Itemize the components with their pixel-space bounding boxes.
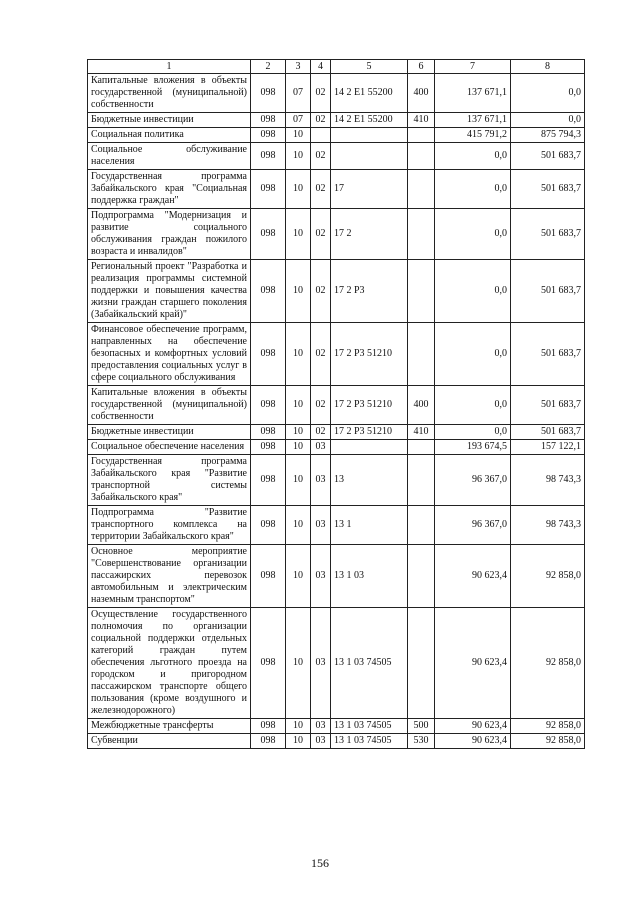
cell-ministry: 098 [251, 425, 286, 440]
cell-target-article: 13 [331, 455, 408, 506]
cell-section: 10 [286, 170, 311, 209]
cell-subsection: 03 [311, 455, 331, 506]
cell-section: 10 [286, 260, 311, 323]
cell-section: 07 [286, 113, 311, 128]
row-name: Межбюджетные трансферты [88, 719, 251, 734]
budget-table [87, 59, 585, 749]
cell-target-article: 13 1 03 74505 [331, 608, 408, 719]
cell-subsection: 02 [311, 74, 331, 113]
cell-target-article: 13 1 03 [331, 545, 408, 608]
table-row [88, 128, 585, 143]
cell-expense-type [408, 170, 435, 209]
cell-amount-2: 501 683,7 [511, 323, 585, 386]
cell-section: 10 [286, 209, 311, 260]
cell-amount-1: 0,0 [435, 170, 511, 209]
cell-expense-type: 410 [408, 113, 435, 128]
row-name: Государственная программа Забайкальского края "Социальная поддержка граждан" [88, 170, 251, 209]
cell-target-article: 14 2 E1 55200 [331, 113, 408, 128]
cell-subsection: 02 [311, 143, 331, 170]
cell-ministry: 098 [251, 209, 286, 260]
cell-expense-type [408, 209, 435, 260]
cell-expense-type [408, 128, 435, 143]
row-name: Бюджетные инвестиции [88, 113, 251, 128]
cell-target-article [331, 440, 408, 455]
table-row [88, 734, 585, 749]
cell-amount-2: 92 858,0 [511, 734, 585, 749]
table-row [88, 260, 585, 323]
cell-ministry: 098 [251, 143, 286, 170]
cell-subsection: 03 [311, 506, 331, 545]
cell-section: 10 [286, 386, 311, 425]
cell-section: 10 [286, 455, 311, 506]
cell-section: 10 [286, 143, 311, 170]
cell-ministry: 098 [251, 323, 286, 386]
row-name: Капитальные вложения в объекты государственной (муниципальной) собственности [88, 74, 251, 113]
cell-ministry: 098 [251, 260, 286, 323]
cell-subsection: 03 [311, 440, 331, 455]
cell-amount-1: 0,0 [435, 209, 511, 260]
cell-amount-1: 137 671,1 [435, 113, 511, 128]
cell-expense-type [408, 455, 435, 506]
cell-amount-2: 0,0 [511, 74, 585, 113]
cell-amount-1: 0,0 [435, 143, 511, 170]
row-name: Социальная политика [88, 128, 251, 143]
table-row [88, 545, 585, 608]
table-row [88, 425, 585, 440]
cell-target-article: 17 2 [331, 209, 408, 260]
cell-subsection: 03 [311, 545, 331, 608]
row-name: Региональный проект "Разработка и реализация программы системной поддержки и повышения качества жизни граждан старшего поколения (Забайкальский край)" [88, 260, 251, 323]
table-row [88, 506, 585, 545]
cell-ministry: 098 [251, 74, 286, 113]
row-name: Социальное обслуживание населения [88, 143, 251, 170]
cell-subsection: 03 [311, 608, 331, 719]
cell-amount-1: 90 623,4 [435, 734, 511, 749]
cell-target-article [331, 143, 408, 170]
col-header: 6 [408, 60, 435, 74]
cell-amount-1: 90 623,4 [435, 719, 511, 734]
cell-subsection: 02 [311, 425, 331, 440]
cell-amount-2: 98 743,3 [511, 506, 585, 545]
table-row [88, 455, 585, 506]
cell-target-article: 13 1 03 74505 [331, 719, 408, 734]
cell-ministry: 098 [251, 386, 286, 425]
cell-subsection: 02 [311, 260, 331, 323]
cell-section: 10 [286, 545, 311, 608]
cell-subsection: 02 [311, 323, 331, 386]
cell-expense-type [408, 143, 435, 170]
table-row [88, 608, 585, 719]
cell-amount-2: 501 683,7 [511, 143, 585, 170]
cell-amount-1: 193 674,5 [435, 440, 511, 455]
cell-amount-2: 0,0 [511, 113, 585, 128]
cell-amount-1: 0,0 [435, 386, 511, 425]
cell-target-article: 17 2 P3 51210 [331, 323, 408, 386]
table-row [88, 440, 585, 455]
col-header: 3 [286, 60, 311, 74]
cell-amount-1: 415 791,2 [435, 128, 511, 143]
cell-expense-type: 400 [408, 386, 435, 425]
table-row [88, 170, 585, 209]
cell-subsection: 03 [311, 719, 331, 734]
cell-amount-2: 501 683,7 [511, 425, 585, 440]
table-row [88, 209, 585, 260]
cell-amount-2: 501 683,7 [511, 209, 585, 260]
cell-amount-2: 92 858,0 [511, 545, 585, 608]
row-name: Основное мероприятие "Совершенствование организации пассажирских перевозок автомобильным и электрическим наземным транспортом" [88, 545, 251, 608]
col-header: 2 [251, 60, 286, 74]
row-name: Социальное обеспечение населения [88, 440, 251, 455]
cell-expense-type [408, 260, 435, 323]
page-number: 156 [311, 856, 329, 870]
cell-ministry: 098 [251, 719, 286, 734]
cell-target-article: 14 2 E1 55200 [331, 74, 408, 113]
cell-section: 07 [286, 74, 311, 113]
cell-amount-2: 92 858,0 [511, 608, 585, 719]
cell-target-article: 17 [331, 170, 408, 209]
cell-section: 10 [286, 425, 311, 440]
cell-section: 10 [286, 608, 311, 719]
cell-subsection [311, 128, 331, 143]
col-header: 8 [511, 60, 585, 74]
cell-amount-2: 157 122,1 [511, 440, 585, 455]
cell-expense-type [408, 545, 435, 608]
cell-section: 10 [286, 506, 311, 545]
table-row [88, 719, 585, 734]
cell-ministry: 098 [251, 440, 286, 455]
cell-amount-2: 98 743,3 [511, 455, 585, 506]
cell-target-article: 13 1 03 74505 [331, 734, 408, 749]
col-header: 5 [331, 60, 408, 74]
table-row [88, 323, 585, 386]
col-header: 1 [88, 60, 251, 74]
cell-section: 10 [286, 734, 311, 749]
cell-ministry: 098 [251, 170, 286, 209]
cell-expense-type [408, 608, 435, 719]
cell-subsection: 02 [311, 209, 331, 260]
cell-subsection: 03 [311, 734, 331, 749]
table-row [88, 143, 585, 170]
cell-expense-type: 410 [408, 425, 435, 440]
cell-section: 10 [286, 323, 311, 386]
cell-expense-type [408, 323, 435, 386]
cell-amount-2: 501 683,7 [511, 170, 585, 209]
cell-ministry: 098 [251, 608, 286, 719]
cell-amount-1: 96 367,0 [435, 506, 511, 545]
row-name: Субвенции [88, 734, 251, 749]
cell-subsection: 02 [311, 386, 331, 425]
cell-ministry: 098 [251, 545, 286, 608]
row-name: Бюджетные инвестиции [88, 425, 251, 440]
cell-ministry: 098 [251, 506, 286, 545]
col-header: 7 [435, 60, 511, 74]
cell-ministry: 098 [251, 113, 286, 128]
row-name: Подпрограмма "Развитие транспортного комплекса на территории Забайкальского края" [88, 506, 251, 545]
cell-target-article: 17 2 P3 [331, 260, 408, 323]
cell-expense-type: 500 [408, 719, 435, 734]
cell-target-article: 13 1 [331, 506, 408, 545]
cell-amount-1: 0,0 [435, 425, 511, 440]
cell-target-article: 17 2 P3 51210 [331, 425, 408, 440]
col-header: 4 [311, 60, 331, 74]
cell-expense-type: 530 [408, 734, 435, 749]
table-header-row [88, 60, 585, 74]
cell-amount-1: 96 367,0 [435, 455, 511, 506]
cell-amount-2: 875 794,3 [511, 128, 585, 143]
cell-section: 10 [286, 719, 311, 734]
row-name: Подпрограмма "Модернизация и развитие социального обслуживания граждан пожилого возраста и инвалидов" [88, 209, 251, 260]
table-row [88, 386, 585, 425]
cell-amount-1: 90 623,4 [435, 608, 511, 719]
cell-ministry: 098 [251, 734, 286, 749]
cell-ministry: 098 [251, 128, 286, 143]
cell-amount-2: 501 683,7 [511, 260, 585, 323]
cell-subsection: 02 [311, 113, 331, 128]
cell-amount-2: 501 683,7 [511, 386, 585, 425]
cell-expense-type [408, 506, 435, 545]
table-row [88, 74, 585, 113]
cell-ministry: 098 [251, 455, 286, 506]
table-row [88, 113, 585, 128]
cell-target-article: 17 2 P3 51210 [331, 386, 408, 425]
cell-amount-1: 0,0 [435, 260, 511, 323]
cell-amount-1: 0,0 [435, 323, 511, 386]
row-name: Финансовое обеспечение программ, направленных на обеспечение безопасных и комфортных условий предоставления социальных услуг в сфере социального обслуживания [88, 323, 251, 386]
row-name: Государственная программа Забайкальского края "Развитие транспортной системы Забайкальского края" [88, 455, 251, 506]
cell-amount-1: 90 623,4 [435, 545, 511, 608]
cell-section: 10 [286, 128, 311, 143]
row-name: Осуществление государственного полномочия по организации социальной поддержки отдельных категорий граждан путем обеспечения льготного проезда на городском и пригородном пассажирском транспорте общего пользования (кроме воздушного и железнодорожного) [88, 608, 251, 719]
cell-expense-type: 400 [408, 74, 435, 113]
cell-target-article [331, 128, 408, 143]
row-name: Капитальные вложения в объекты государственной (муниципальной) собственности [88, 386, 251, 425]
cell-section: 10 [286, 440, 311, 455]
cell-amount-2: 92 858,0 [511, 719, 585, 734]
cell-expense-type [408, 440, 435, 455]
cell-amount-1: 137 671,1 [435, 74, 511, 113]
cell-subsection: 02 [311, 170, 331, 209]
